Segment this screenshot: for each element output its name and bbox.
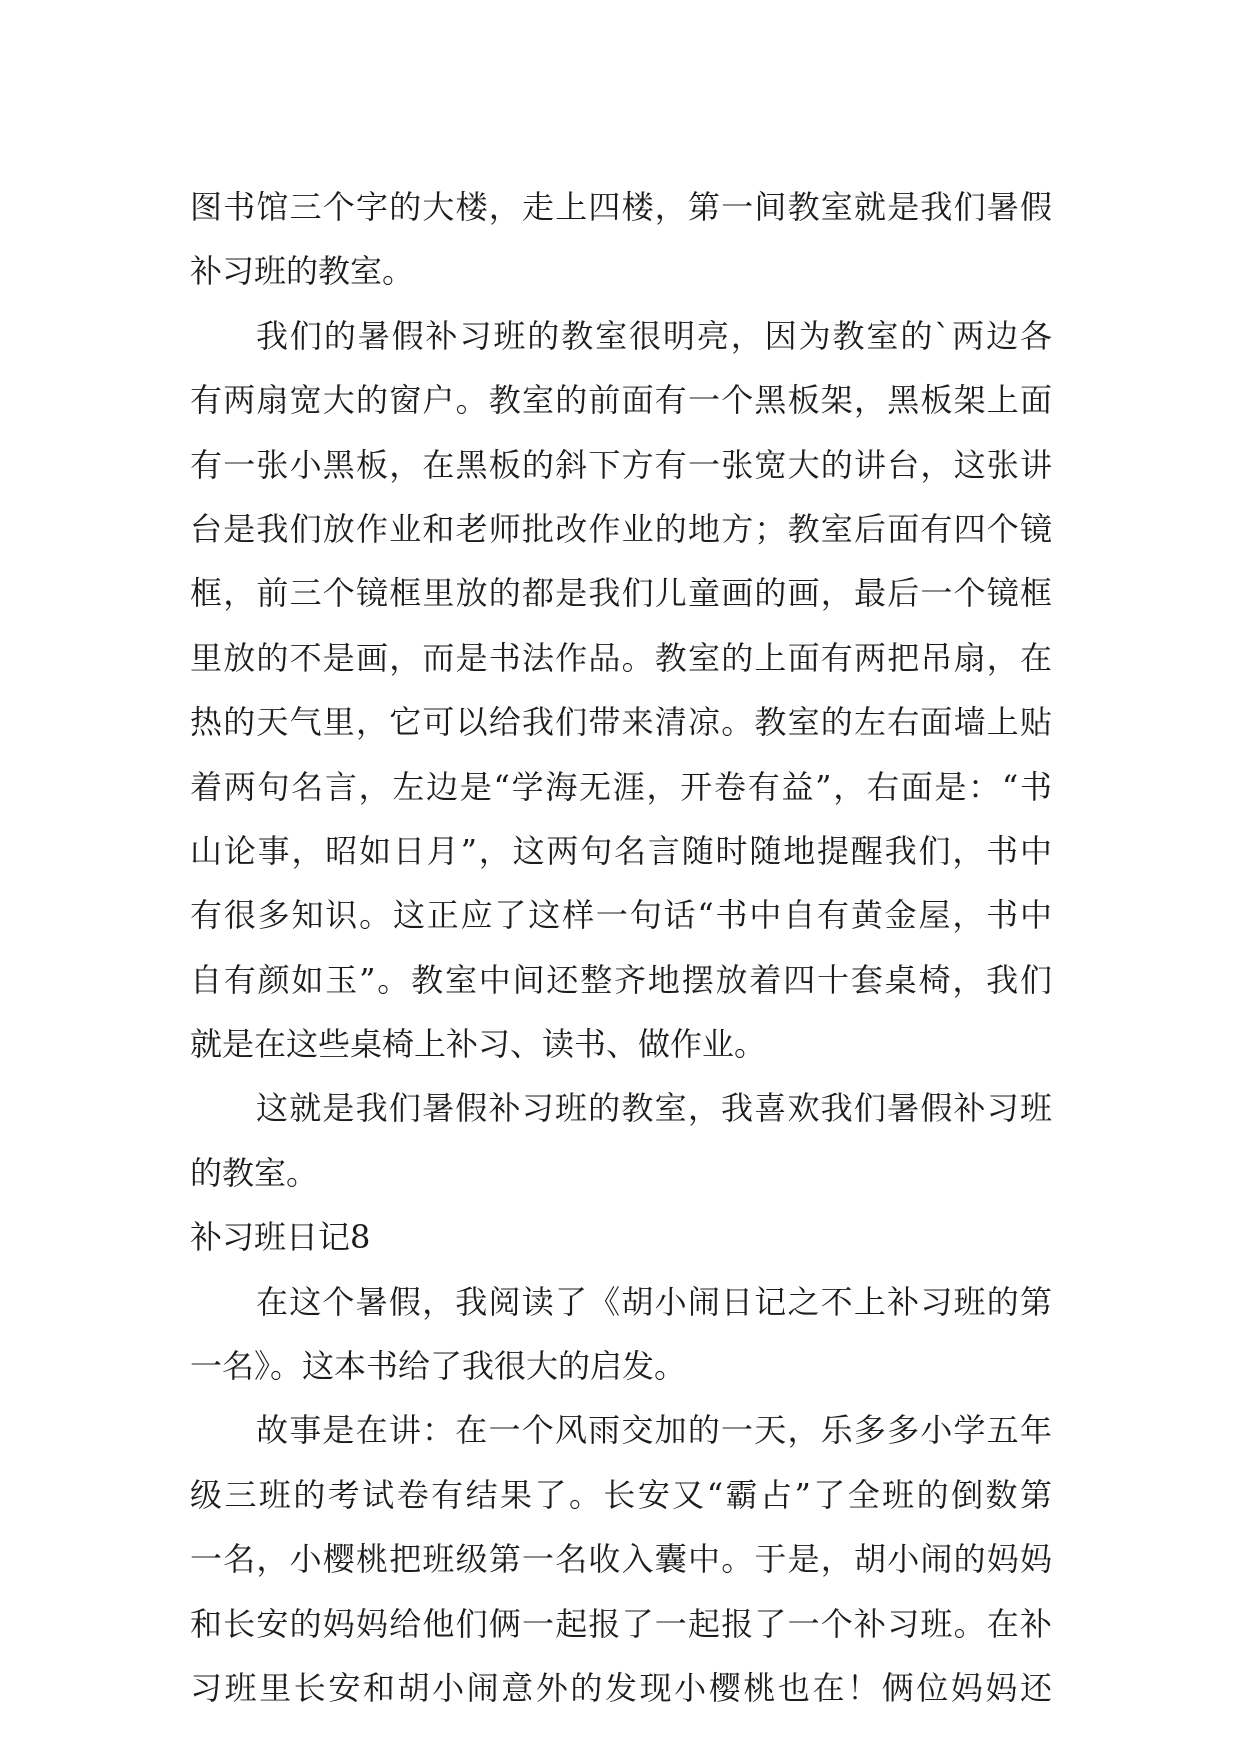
paragraph (190, 1076, 1052, 1205)
text-line: 的教室。 (190, 1153, 319, 1192)
text-line: 图书馆三个字的大楼，走上四楼，第一间教室就是我们暑假 (190, 188, 1052, 226)
text-line: 在这个暑假，我阅读了《胡小闹日记之不上补习班的第 (256, 1282, 1052, 1321)
text-line: 故事是在讲：在一个风雨交加的一天，乐多多小学五年 (256, 1411, 1052, 1450)
text-line: 山论事，昭如日月”，这两句名言随时随地提醒我们，书中 (190, 831, 1052, 870)
paragraph (190, 1270, 1052, 1399)
text-line: 和长安的妈妈给他们俩一起报了一起报了一个补习班。在补 (190, 1604, 1052, 1643)
text-line: 就是在这些桌椅上补习、读书、做作业。 (190, 1025, 767, 1064)
text-line: 有两扇宽大的窗户。教室的前面有一个黑板架，黑板架上面 (190, 381, 1052, 420)
text-line: 着两句名言，左边是“学海无涯，开卷有益”，右面是：“书 (190, 767, 1052, 806)
paragraph (190, 175, 1052, 304)
text-line: 里放的不是画，而是书法作品。教室的上面有两把吊扇，在 (190, 638, 1052, 677)
text-line: 我们的暑假补习班的教室很明亮，因为教室的`两边各 (256, 316, 1052, 355)
text-line: 级三班的考试卷有结果了。长安又“霸占”了全班的倒数第 (190, 1475, 1052, 1514)
text-line: 有很多知识。这正应了这样一句话“书中自有黄金屋，书中 (190, 896, 1052, 935)
paragraph (190, 1398, 1052, 1720)
text-line: 这就是我们暑假补习班的教室，我喜欢我们暑假补习班 (256, 1089, 1052, 1128)
text-line: 自有颜如玉”。教室中间还整齐地摆放着四十套桌椅，我们 (190, 960, 1052, 999)
text-line: 热的天气里，它可以给我们带来清凉。教室的左右面墙上贴 (190, 703, 1052, 742)
paragraph (190, 304, 1052, 1077)
section-heading: 补习班日记8 (190, 1218, 371, 1257)
text-line: 一名》。这本书给了我很大的启发。 (190, 1347, 687, 1386)
document-page (190, 175, 1052, 1720)
text-line: 有一张小黑板，在黑板的斜下方有一张宽大的讲台，这张讲 (190, 445, 1052, 484)
text-line: 框，前三个镜框里放的都是我们儿童画的画，最后一个镜框 (190, 574, 1052, 613)
text-line: 台是我们放作业和老师批改作业的地方；教室后面有四个镜 (190, 509, 1052, 548)
text-line: 一名，小樱桃把班级第一名收入囊中。于是，胡小闹的妈妈 (190, 1540, 1052, 1579)
text-line: 习班里长安和胡小闹意外的发现小樱桃也在！俩位妈妈还 (190, 1668, 1052, 1707)
text-line: 补习班的教室。 (190, 252, 415, 291)
